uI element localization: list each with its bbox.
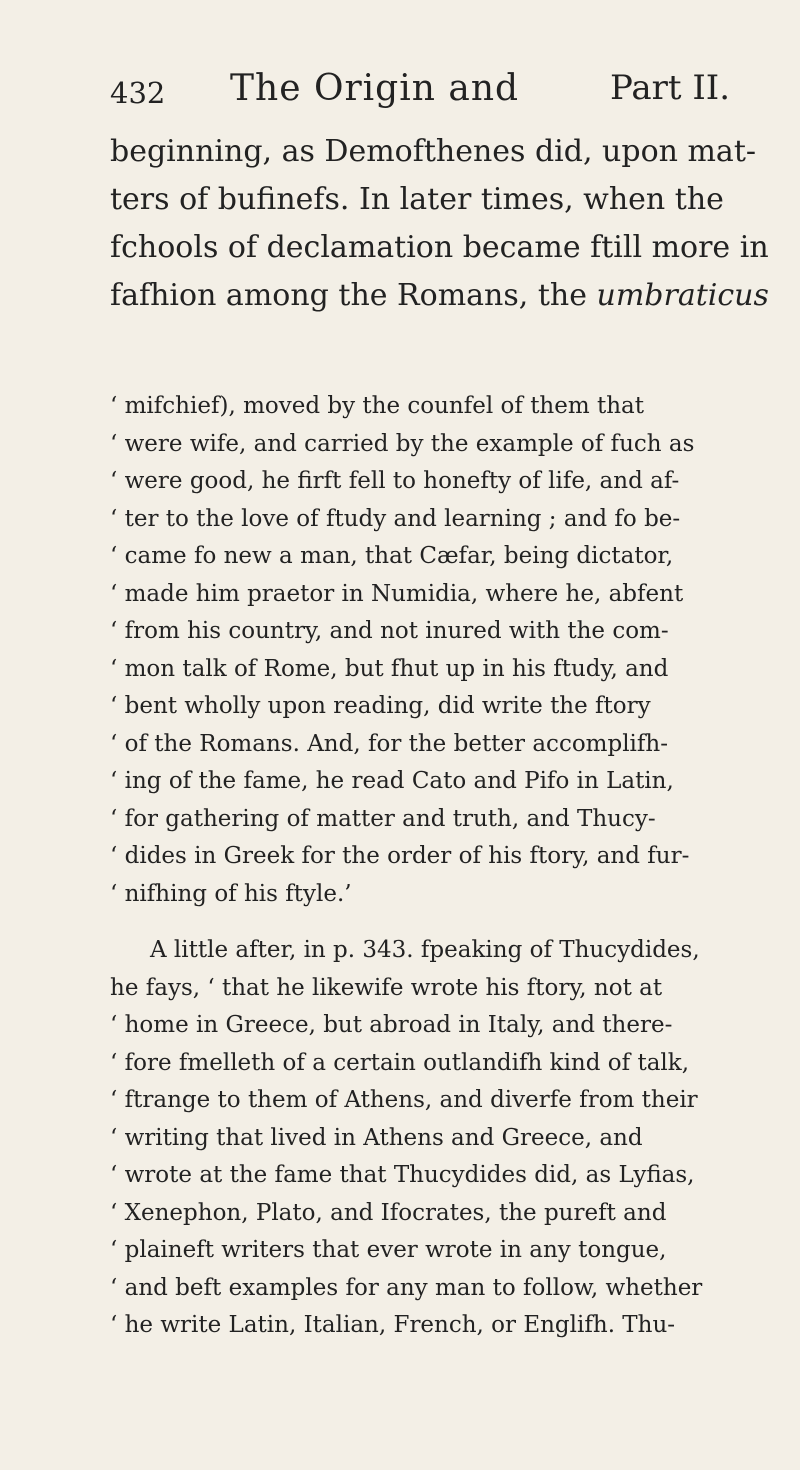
text-line: ‘ and beft examples for any man to follow, whether [110, 1274, 703, 1301]
quotation-block [110, 388, 730, 913]
text-line: ‘ wrote at the fame that Thucydides did, as Lyfias, [110, 1162, 695, 1188]
text-line: ‘ Xenephon, Plato, and Ifocrates, the pureft and [110, 1199, 667, 1226]
quote-line: ‘ nifhing of his ftyle.’ [110, 880, 352, 907]
quote-line: ‘ were wife, and carried by the example of fuch as [110, 430, 695, 457]
part-label: Part II. [609, 68, 730, 108]
text-line: fchools of declamation became ftill more in [110, 230, 769, 265]
text-line [110, 272, 769, 320]
quote-line: ‘ made him praetor in Numidia, where he, abfent [110, 580, 684, 607]
quote-line: ‘ mon talk of Rome, but fhut up in his ftudy, and [110, 655, 669, 682]
running-title: The Origin and [230, 68, 520, 109]
thucydides-paragraph [110, 932, 730, 1345]
text-line: beginning, as Demofthenes did, upon mat- [110, 134, 757, 169]
italic-word: umbraticus [596, 278, 769, 313]
text-line: ‘ fore fmelleth of a certain outlandifh kind of talk, [110, 1049, 690, 1076]
quote-line: ‘ for gathering of matter and truth, and Thucy- [110, 805, 656, 832]
text-line: A little after, in p. 343. fpeaking of Thucydides, [150, 937, 700, 963]
quote-line: ‘ ing of the fame, he read Cato and Pifo in Latin, [110, 768, 674, 794]
running-header [110, 62, 730, 112]
quote-line: ‘ of the Romans. And, for the better accomplifh- [110, 730, 669, 757]
text-line: he fays, ‘ that he likewife wrote his ftory, not at [110, 974, 663, 1001]
quote-line: ‘ bent wholly upon reading, did write the ftory [110, 693, 651, 719]
quote-line: ‘ came fo new a man, that Cæfar, being dictator, [110, 543, 674, 569]
page-number: 432 [110, 76, 166, 110]
text-line: ‘ plaineft writers that ever wrote in any tongue, [110, 1237, 667, 1263]
quote-line: ‘ mifchief), moved by the counfel of them that [110, 393, 644, 419]
text-line: ‘ he write Latin, Italian, French, or Englifh. Thu- [110, 1312, 676, 1338]
quote-line: ‘ from his country, and not inured with the com- [110, 618, 669, 644]
opening-paragraph [110, 128, 769, 320]
quote-line: ‘ were good, he firft fell to honefty of life, and af- [110, 468, 680, 494]
text-line: ‘ writing that lived in Athens and Greece, and [110, 1124, 643, 1151]
quote-line: ‘ ter to the love of ftudy and learning ; and fo be- [110, 505, 681, 532]
quote-line: ‘ dides in Greek for the order of his ftory, and fur- [110, 843, 690, 869]
text-line: ‘ home in Greece, but abroad in Italy, and there- [110, 1012, 673, 1038]
text-line: ters of bufinefs. In later times, when the [110, 182, 724, 217]
text-line: ‘ ftrange to them of Athens, and diverfe from their [110, 1087, 698, 1113]
text-span: fafhion among the Romans, the [110, 278, 597, 313]
